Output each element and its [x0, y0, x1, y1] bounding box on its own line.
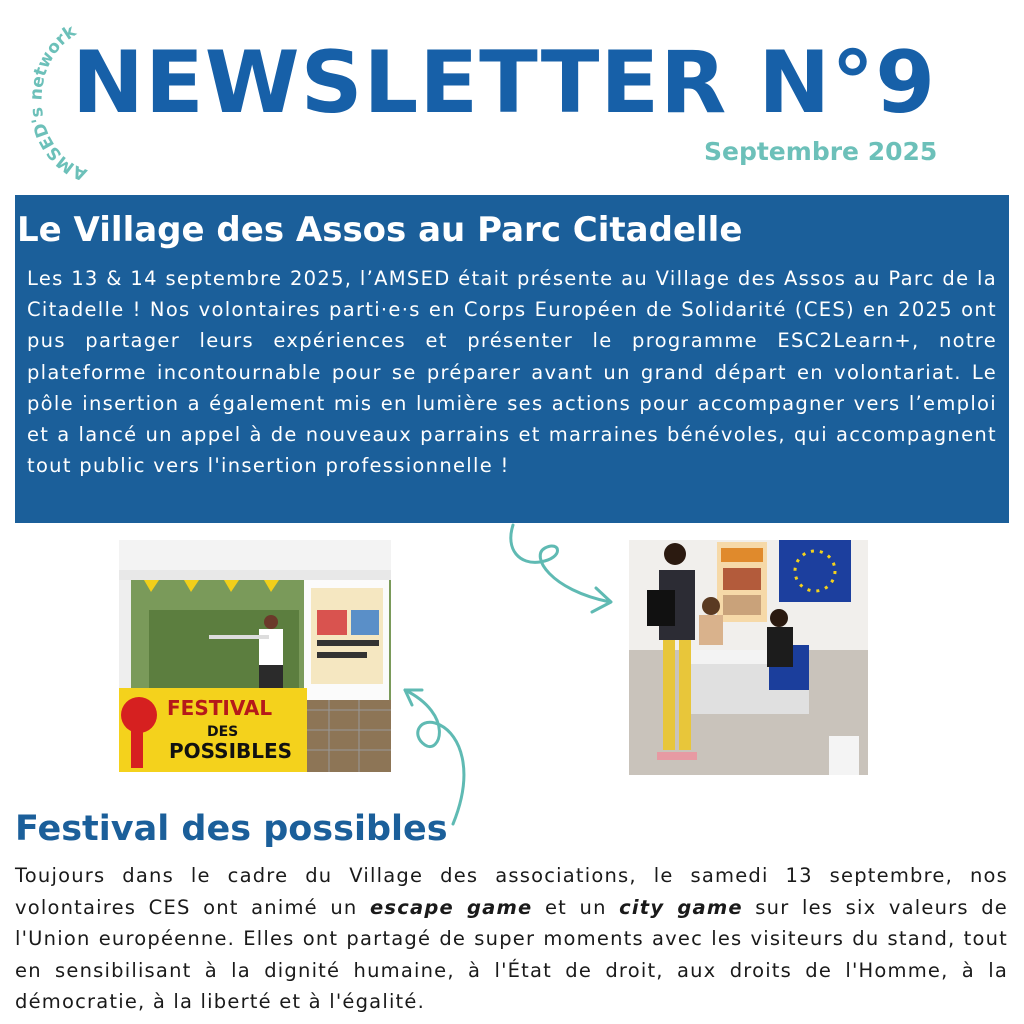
brand-label: AMSED's network — [26, 21, 90, 180]
arrow-to-left-photo — [405, 690, 464, 824]
decorative-arrows — [380, 520, 630, 830]
festival-title: Festival des possibles — [15, 809, 448, 849]
festival-body: Toujours dans le cadre du Village des associations, le samedi 13 septembre, nos volontaires CES ont animé un escape game et un city game sur les six valeurs de l'Union européenne. Elles ont partagé de super moments avec les visiteurs du stand, tout en sensibilisant à la dignité humaine, à l'État de droit, aux droits de l'Homme, à la démocratie, à la liberté et à l'égalité. — [15, 864, 1008, 1013]
volunteers-table-photo — [629, 540, 868, 775]
arrow-to-right-photo — [511, 525, 610, 602]
issue-date: Septembre 2025 — [704, 137, 938, 166]
festival-stand-photo — [119, 540, 391, 772]
banner-line3: POSSIBLES — [169, 739, 293, 763]
banner-line1: FESTIVAL — [167, 696, 273, 720]
city-game-emphasis: city game — [619, 895, 743, 919]
village-body: Les 13 & 14 septembre 2025, l’AMSED était présente au Village des Assos au Parc de la Citadelle ! Nos volontaires parti·e·s en Corps Européen de Solidarité (CES) en 2025 ont pus partager leurs expériences et présenter le programme ESC2Learn+, notre plateforme incontournable pour se préparer avant un grand départ en volontariat. Le pôle insertion a également mis en lumière ses actions pour accompagner vers l’emploi et a lancé un appel à de nouveaux parrains et marraines bénévoles, qui accompagnent tout public vers l'insertion professionnelle ! — [27, 267, 997, 478]
village-title: Le Village des Assos au Parc Citadelle — [17, 210, 743, 250]
escape-game-emphasis: escape game — [369, 895, 533, 919]
newsletter-title: NEWSLETTER N°9 — [72, 33, 937, 133]
banner-line2: DES — [207, 724, 239, 740]
